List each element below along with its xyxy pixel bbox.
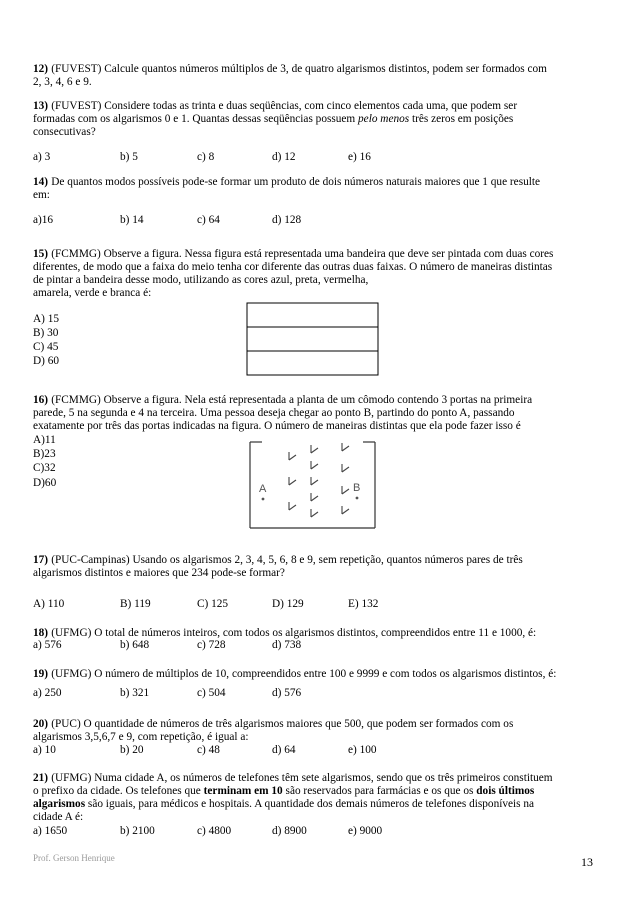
door-symbol — [342, 443, 349, 451]
question-number: 12) — [33, 63, 49, 75]
q21-line-2 — [33, 785, 534, 798]
q14-text: De quantos modos possíveis pode-se formar um produto de dois números naturais maiores que 1 que resulte — [51, 176, 541, 188]
question-number: 16) — [33, 394, 49, 406]
q19-option-b: b) 321 — [120, 687, 150, 699]
q21-option-e: e) 9000 — [348, 825, 383, 837]
q17-option-e: E) 132 — [348, 598, 379, 610]
q21-option-c: c) 4800 — [197, 825, 232, 837]
door-symbol — [311, 493, 318, 501]
q16-line-3: exatamente por três das portas indicadas na figura. O número de maneiras distintas que ela pode fazer isso é — [33, 420, 521, 432]
point-b-label: B — [353, 482, 361, 494]
room-plan-figure — [245, 436, 385, 534]
q21-line-3 — [33, 798, 534, 811]
q16-line-1 — [33, 394, 532, 407]
q21-option-b: b) 2100 — [120, 825, 155, 837]
q12-text: (FUVEST) Calcule quantos números múltiplos de 3, de quatro algarismos distintos, podem ser formados com — [51, 63, 547, 75]
q20-line-1 — [33, 718, 513, 731]
q16-option-a: A)11 — [33, 434, 56, 446]
q15-line-4: amarela, verde e branca é: — [33, 287, 152, 299]
q21-line-4: cidade A é: — [33, 811, 84, 823]
q16-text: (FCMMG) Observe a figura. Nela está representada a planta de um cômodo contendo 3 portas na primeira — [51, 394, 533, 406]
door-leaf — [311, 512, 318, 517]
door-symbol — [311, 509, 318, 517]
door-symbol — [311, 461, 318, 469]
q17-text: (PUC-Campinas) Usando os algarismos 2, 3, 4, 5, 6, 8 e 9, sem repetição, quantos números pares de três — [51, 554, 523, 566]
q13-line-2 — [33, 113, 513, 126]
q13-line-1 — [33, 100, 517, 113]
door-leaf — [342, 489, 349, 494]
q15-text: (FCMMG) Observe a figura. Nessa figura está representada uma bandeira que deve ser pintada com duas cores — [51, 248, 554, 260]
q17-option-d: D) 129 — [272, 598, 304, 610]
q15-line-3: de pintar a bandeira desse modo, utilizando as cores azul, preta, vermelha, — [33, 274, 369, 286]
q19-text: (UFMG) O número de múltiplos de 10, compreendidos entre 100 e 9999 e com todos os algarismos distintos, é: — [51, 668, 557, 680]
q13-option-b: b) 5 — [120, 151, 138, 163]
footer-author: Prof. Gerson Henrique — [33, 853, 115, 863]
q13-line-3: consecutivas? — [33, 126, 96, 138]
q21-text-part: são reservados para farmácias e os que os — [282, 785, 477, 797]
question-number: 18) — [33, 627, 49, 639]
q15-option-a: A) 15 — [33, 313, 60, 325]
q21-bold-text: dois últimos — [476, 785, 535, 797]
q21-text: (UFMG) Numa cidade A, os números de telefones têm sete algarismos, sendo que os três primeiros constituem — [51, 772, 553, 784]
q21-bold-text: terminam em 10 — [203, 785, 283, 797]
door-symbol — [289, 502, 296, 510]
question-number: 13) — [33, 100, 49, 112]
door-leaf — [342, 446, 349, 451]
q17-line-2: algarismos distintos e maiores que 234 pode-se formar? — [33, 567, 285, 579]
q12-line-1 — [33, 63, 547, 76]
q15-option-c: C) 45 — [33, 341, 59, 353]
question-number: 19) — [33, 668, 49, 680]
q21-line-1 — [33, 772, 553, 785]
q16-option-b: B)23 — [33, 448, 56, 460]
door-symbol — [289, 477, 296, 485]
flag-figure — [246, 302, 380, 377]
q13-option-e: e) 16 — [348, 151, 371, 163]
q18-option-d: d) 738 — [272, 639, 302, 651]
door-leaf — [311, 448, 318, 453]
door-leaf — [289, 505, 296, 510]
question-number: 17) — [33, 554, 49, 566]
q16-option-d: D)60 — [33, 477, 57, 489]
q19-option-a: a) 250 — [33, 687, 62, 699]
q14-line-2: em: — [33, 189, 50, 201]
q17-option-c: C) 125 — [197, 598, 229, 610]
door-symbol — [311, 477, 318, 485]
point-b-dot — [356, 497, 359, 500]
door-leaf — [289, 480, 296, 485]
q15-line-1 — [33, 248, 553, 261]
door-leaf — [311, 480, 318, 485]
q13-text-end: três zeros em posições — [409, 113, 514, 125]
q14-line-1 — [33, 176, 540, 189]
q20-line-2: algarismos 3,5,6,7 e 9, com repetição, é igual a: — [33, 731, 249, 743]
q13-option-c: c) 8 — [197, 151, 215, 163]
q12-line-2: 2, 3, 4, 6 e 9. — [33, 76, 92, 88]
question-number: 14) — [33, 176, 49, 188]
door-symbol — [342, 486, 349, 494]
q17-line-1 — [33, 554, 523, 567]
q13-emphasis: pelo menos — [358, 113, 410, 125]
q14-option-a: a)16 — [33, 214, 54, 226]
point-a-label: A — [259, 483, 267, 495]
q17-option-b: B) 119 — [120, 598, 151, 610]
q18-option-b: b) 648 — [120, 639, 150, 651]
q14-option-b: b) 14 — [120, 214, 144, 226]
door-symbol — [311, 445, 318, 453]
q20-text: (PUC) O quantidade de números de três algarismos maiores que 500, que podem ser formados com os — [51, 718, 514, 730]
door-symbol — [342, 506, 349, 514]
q21-text-part: são iguais, para médicos e hospitais. A quantidade dos demais números de telefones disponíveis na — [85, 798, 535, 810]
question-number: 20) — [33, 718, 49, 730]
door-leaf — [311, 464, 318, 469]
q21-text-part: o prefixo da cidade. Os telefones que — [33, 785, 204, 797]
q19-option-d: d) 576 — [272, 687, 302, 699]
point-a-dot — [262, 498, 265, 501]
question-number: 15) — [33, 248, 49, 260]
q18-text: (UFMG) O total de números inteiros, com todos os algarismos distintos, compreendidos entre 11 e 1000, é: — [51, 627, 537, 639]
q15-line-2: diferentes, de modo que a faixa do meio tenha cor diferente das outras duas faixas. O número de maneiras distintas — [33, 261, 553, 273]
q13-text: (FUVEST) Considere todas as trinta e duas seqüências, com cinco elementos cada uma, que podem ser — [51, 100, 518, 112]
q20-option-a: a) 10 — [33, 744, 56, 756]
q20-option-e: e) 100 — [348, 744, 377, 756]
door-leaf — [289, 455, 296, 460]
q20-option-d: d) 64 — [272, 744, 296, 756]
q18-option-c: c) 728 — [197, 639, 226, 651]
q13-option-d: d) 12 — [272, 151, 296, 163]
q14-option-c: c) 64 — [197, 214, 220, 226]
q21-option-a: a) 1650 — [33, 825, 68, 837]
q13-option-a: a) 3 — [33, 151, 51, 163]
q19-option-c: c) 504 — [197, 687, 226, 699]
door-symbol — [289, 452, 296, 460]
q16-option-c: C)32 — [33, 462, 56, 474]
flag-outline — [247, 303, 378, 375]
q18-option-a: a) 576 — [33, 639, 62, 651]
q15-option-b: B) 30 — [33, 327, 59, 339]
q20-option-c: c) 48 — [197, 744, 220, 756]
question-number: 21) — [33, 772, 49, 784]
q13-text-start: formadas com os algarismos 0 e 1. Quantas dessas seqüências possuem — [33, 113, 359, 125]
doors-group — [289, 443, 349, 517]
q17-option-a: A) 110 — [33, 598, 65, 610]
q21-option-d: d) 8900 — [272, 825, 307, 837]
q14-option-d: d) 128 — [272, 214, 302, 226]
door-symbol — [342, 464, 349, 472]
door-leaf — [342, 509, 349, 514]
page-number: 13 — [581, 855, 593, 869]
q15-option-d: D) 60 — [33, 355, 60, 367]
door-leaf — [342, 467, 349, 472]
q21-bold-text: algarismos — [33, 798, 86, 810]
q20-option-b: b) 20 — [120, 744, 144, 756]
q19-line-1 — [33, 668, 556, 681]
door-leaf — [311, 496, 318, 501]
q16-line-2: parede, 5 na segunda e 4 na terceira. Uma pessoa deseja chegar ao ponto B, partindo do ponto A, passando — [33, 407, 515, 419]
